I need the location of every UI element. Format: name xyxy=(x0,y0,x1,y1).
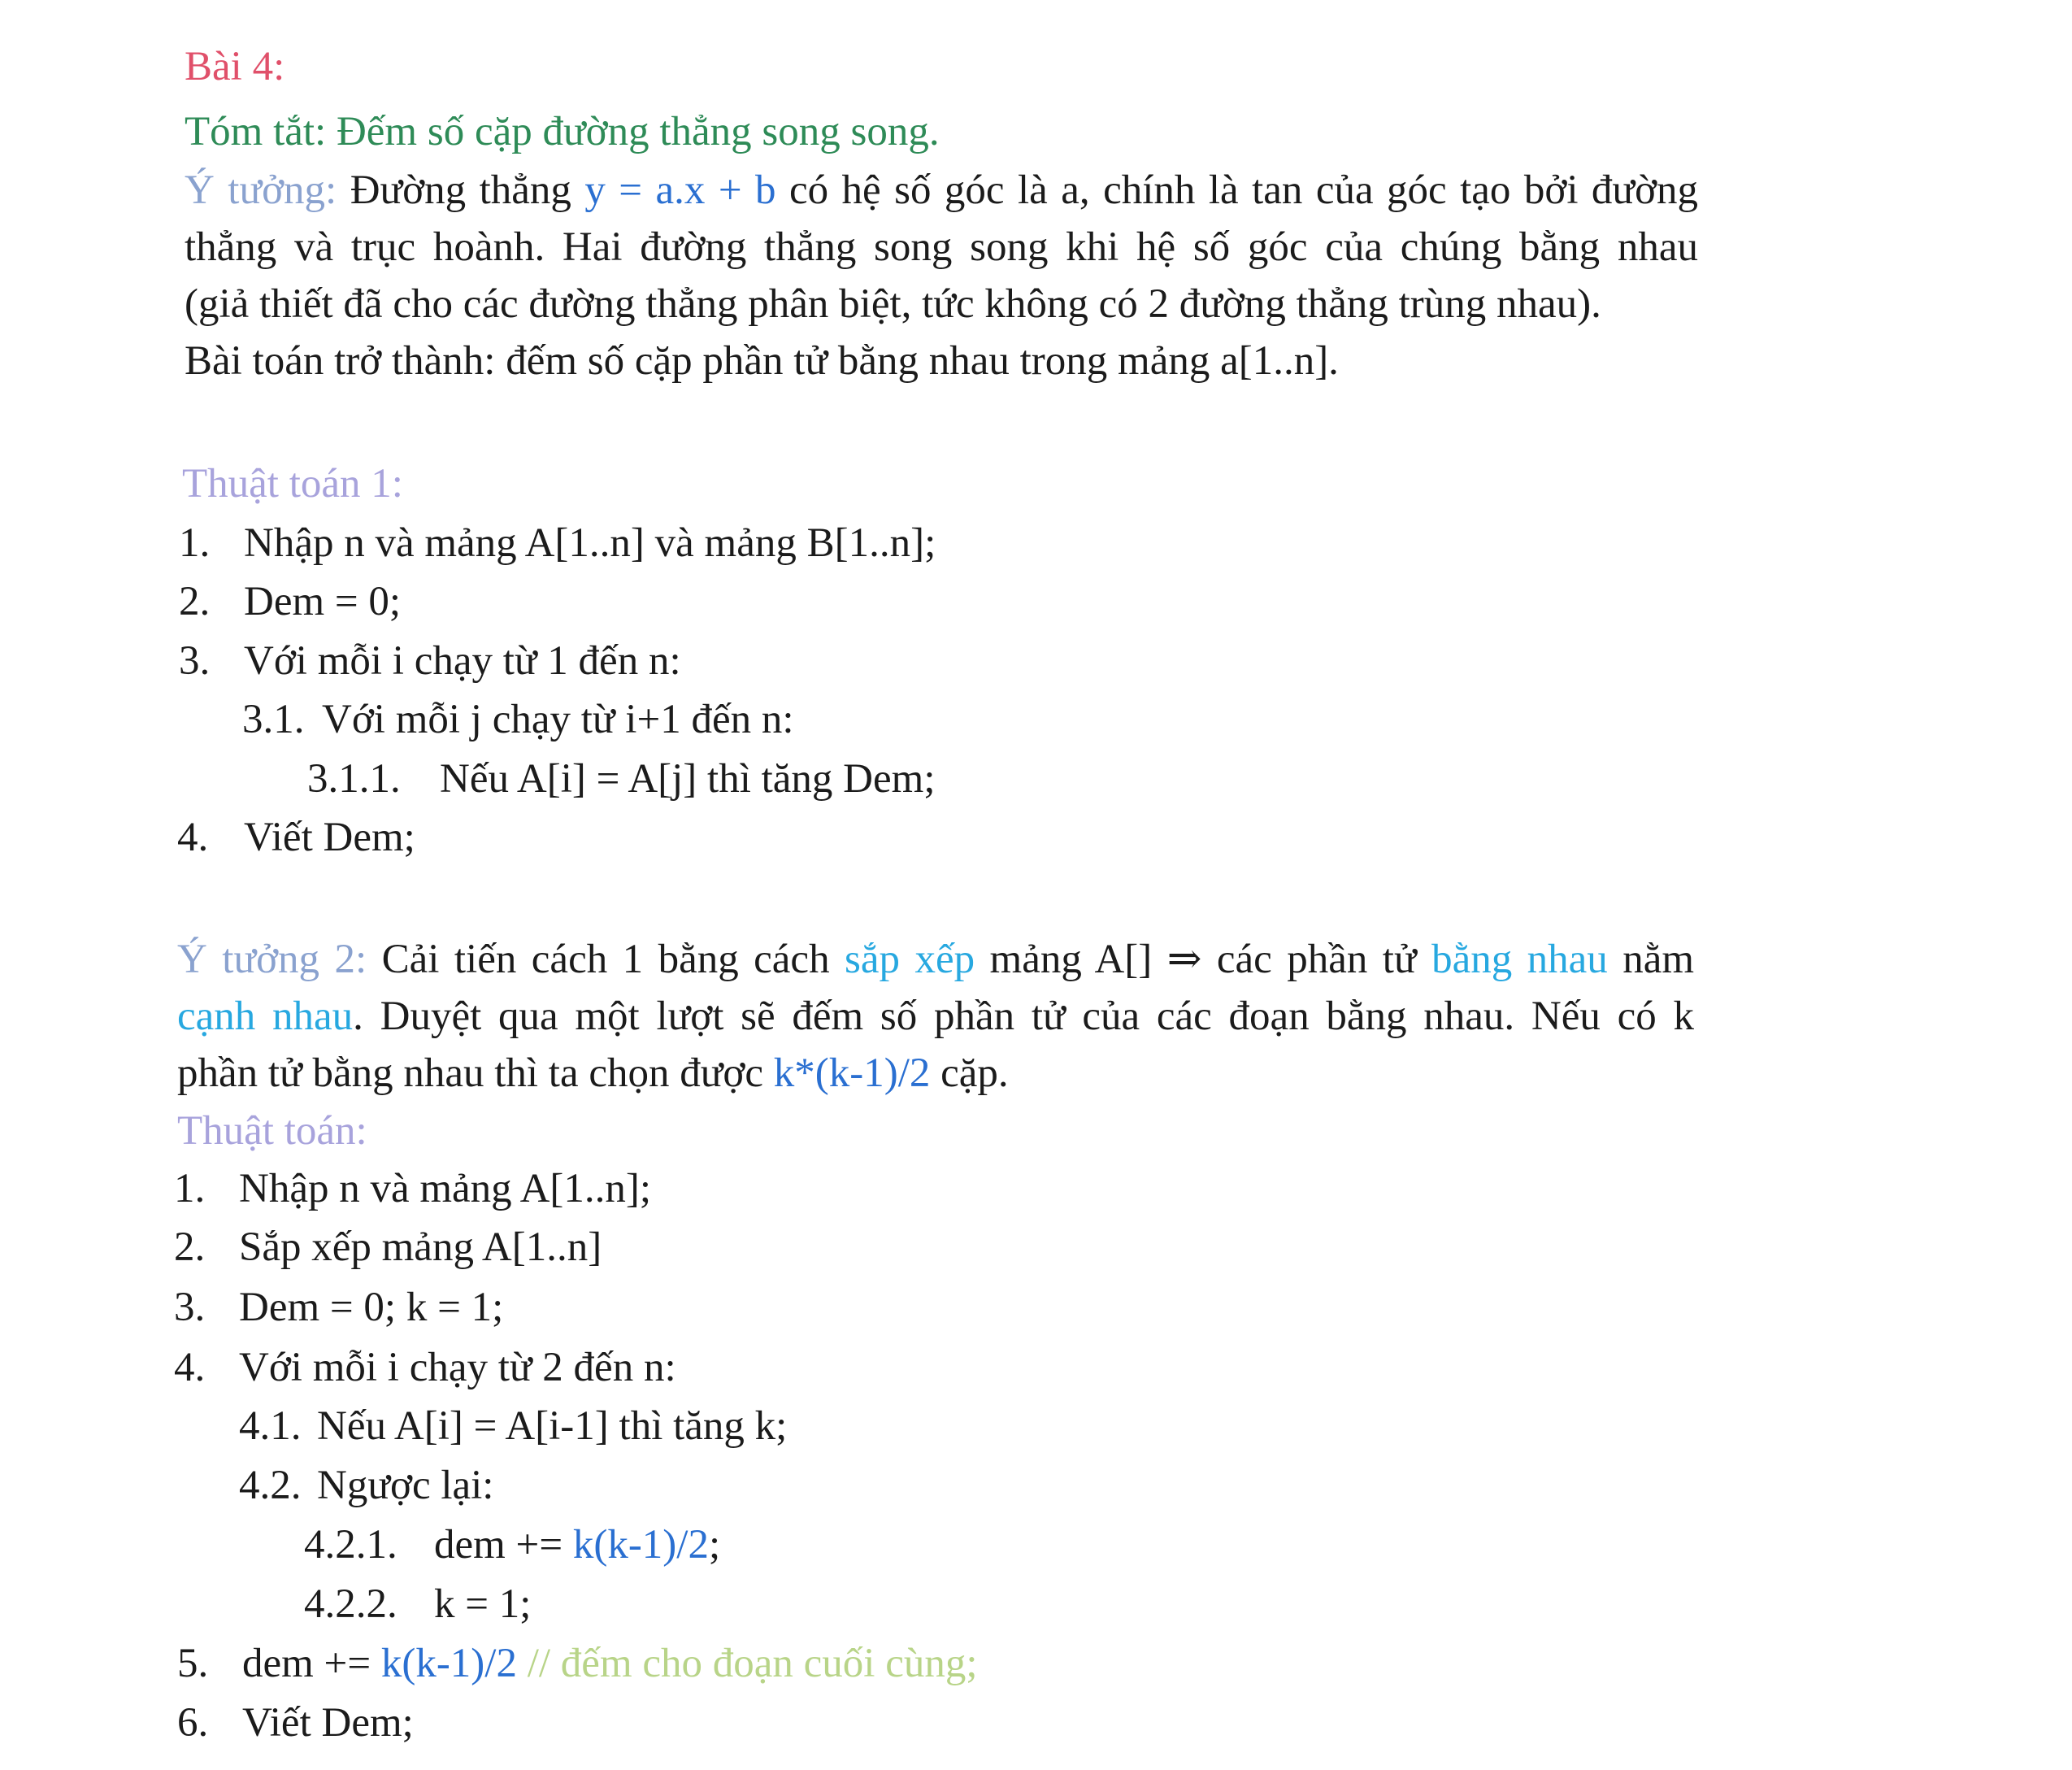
step-text: dem += xyxy=(434,1522,563,1568)
highlight-adjacent: cạnh nhau xyxy=(177,994,354,1039)
algo2-step xyxy=(304,1520,720,1569)
algo2-step xyxy=(174,1164,651,1213)
algo2-step xyxy=(239,1461,493,1510)
summary-label: Tóm tắt: xyxy=(185,109,327,154)
step-text: Viết Dem; xyxy=(242,1700,414,1746)
step-number: 3. xyxy=(174,1285,206,1330)
algo2-step xyxy=(239,1402,787,1450)
step-text: Ngược lại: xyxy=(317,1463,494,1508)
algo2-step xyxy=(174,1223,602,1272)
step-number: 1. xyxy=(179,520,211,566)
idea2-text-a: Cải tiến cách 1 bằng cách xyxy=(381,937,830,982)
summary-line xyxy=(185,107,940,156)
step-number: 4.2. xyxy=(239,1463,302,1508)
idea1-text-a: Đường thẳng xyxy=(350,167,571,213)
step-number: 4.1. xyxy=(239,1403,302,1449)
code-comment: // đếm cho đoạn cuối cùng; xyxy=(527,1641,978,1686)
step-text: Với mỗi j chạy từ i+1 đến n: xyxy=(322,697,794,742)
step-text: Nhập n và mảng A[1..n]; xyxy=(239,1166,652,1211)
algo1-step xyxy=(307,755,936,803)
algo1-step xyxy=(179,637,681,685)
idea2-text-rest: . Duyệt qua một lượt sẽ đếm số phần tử của các đoạn bằng nhau. Nếu có k xyxy=(353,994,1694,1039)
idea2-text-c: nằm xyxy=(1622,937,1695,982)
algo1-step xyxy=(177,813,415,862)
line-equation: y = a.x + b xyxy=(584,167,776,213)
pair-formula: k*(k-1)/2 xyxy=(773,1050,931,1096)
step-tail: ; xyxy=(708,1522,721,1568)
step-number: 3.1.1. xyxy=(307,756,401,802)
idea2-text-e: cặp. xyxy=(940,1050,1009,1096)
step-text: Nếu A[i] = A[j] thì tăng Dem; xyxy=(440,756,936,802)
algo1-step xyxy=(179,519,936,568)
algo1-step xyxy=(179,577,401,626)
idea1-line-1 xyxy=(185,166,1698,215)
step-number: 4. xyxy=(177,815,209,860)
step-number: 3.1. xyxy=(242,697,305,742)
formula: k(k-1)/2 xyxy=(380,1641,517,1686)
step-number: 3. xyxy=(179,638,211,684)
idea1-label: Ý tưởng: xyxy=(185,167,337,213)
step-number: 4.2.2. xyxy=(304,1581,397,1627)
highlight-equal: bằng nhau xyxy=(1431,937,1608,982)
step-text: Dem = 0; k = 1; xyxy=(239,1285,504,1330)
step-text: Viết Dem; xyxy=(244,815,415,860)
algo1-step xyxy=(242,695,794,744)
algo2-step xyxy=(177,1698,414,1747)
step-number: 2. xyxy=(179,579,211,624)
algo2-title: Thuật toán: xyxy=(177,1108,367,1154)
idea1-line-2: thẳng và trục hoành. Hai đường thẳng song song khi hệ số góc của chúng bằng nhau xyxy=(185,224,1698,270)
step-text: Nhập n và mảng A[1..n] và mảng B[1..n]; xyxy=(244,520,936,566)
algo2-step xyxy=(174,1343,676,1392)
step-number: 6. xyxy=(177,1700,209,1746)
idea1-text-b: có hệ số góc là a, chính là tan của góc tạo bởi đường xyxy=(788,167,1699,213)
idea2-line-1 xyxy=(177,935,1694,984)
algo2-step xyxy=(177,1639,978,1688)
step-text: Với mỗi i chạy từ 1 đến n: xyxy=(244,638,681,684)
step-text: dem += xyxy=(242,1641,371,1686)
idea2-label: Ý tưởng 2: xyxy=(177,937,367,982)
idea1-line-4: Bài toán trở thành: đếm số cặp phần tử bằng nhau trong mảng a[1..n]. xyxy=(185,338,1339,384)
step-text: k = 1; xyxy=(434,1581,532,1627)
exercise-heading: Bài 4: xyxy=(185,44,285,89)
step-number: 4. xyxy=(174,1345,206,1390)
step-text: Sắp xếp mảng A[1..n] xyxy=(239,1224,602,1270)
idea2-line-3 xyxy=(177,1049,1009,1098)
step-number: 2. xyxy=(174,1224,206,1270)
formula: k(k-1)/2 xyxy=(572,1522,709,1568)
step-number: 1. xyxy=(174,1166,206,1211)
idea2-line-2 xyxy=(177,992,1694,1041)
step-number: 5. xyxy=(177,1641,209,1686)
step-text: Nếu A[i] = A[i-1] thì tăng k; xyxy=(317,1403,788,1449)
idea1-line-3: (giả thiết đã cho các đường thẳng phân biệt, tức không có 2 đường thẳng trùng nhau). xyxy=(185,281,1601,327)
algo2-step xyxy=(174,1283,503,1332)
step-text: Dem = 0; xyxy=(244,579,402,624)
step-text: Với mỗi i chạy từ 2 đến n: xyxy=(239,1345,676,1390)
algo2-step xyxy=(304,1580,531,1629)
summary-text: Đếm số cặp đường thẳng song song. xyxy=(336,109,940,154)
idea2-text-d: phần tử bằng nhau thì ta chọn được xyxy=(177,1050,763,1096)
highlight-sort: sắp xếp xyxy=(845,937,975,982)
idea2-text-b: mảng A[] ⇒ các phần tử xyxy=(989,937,1417,982)
algo1-title: Thuật toán 1: xyxy=(182,461,403,507)
step-number: 4.2.1. xyxy=(304,1522,397,1568)
